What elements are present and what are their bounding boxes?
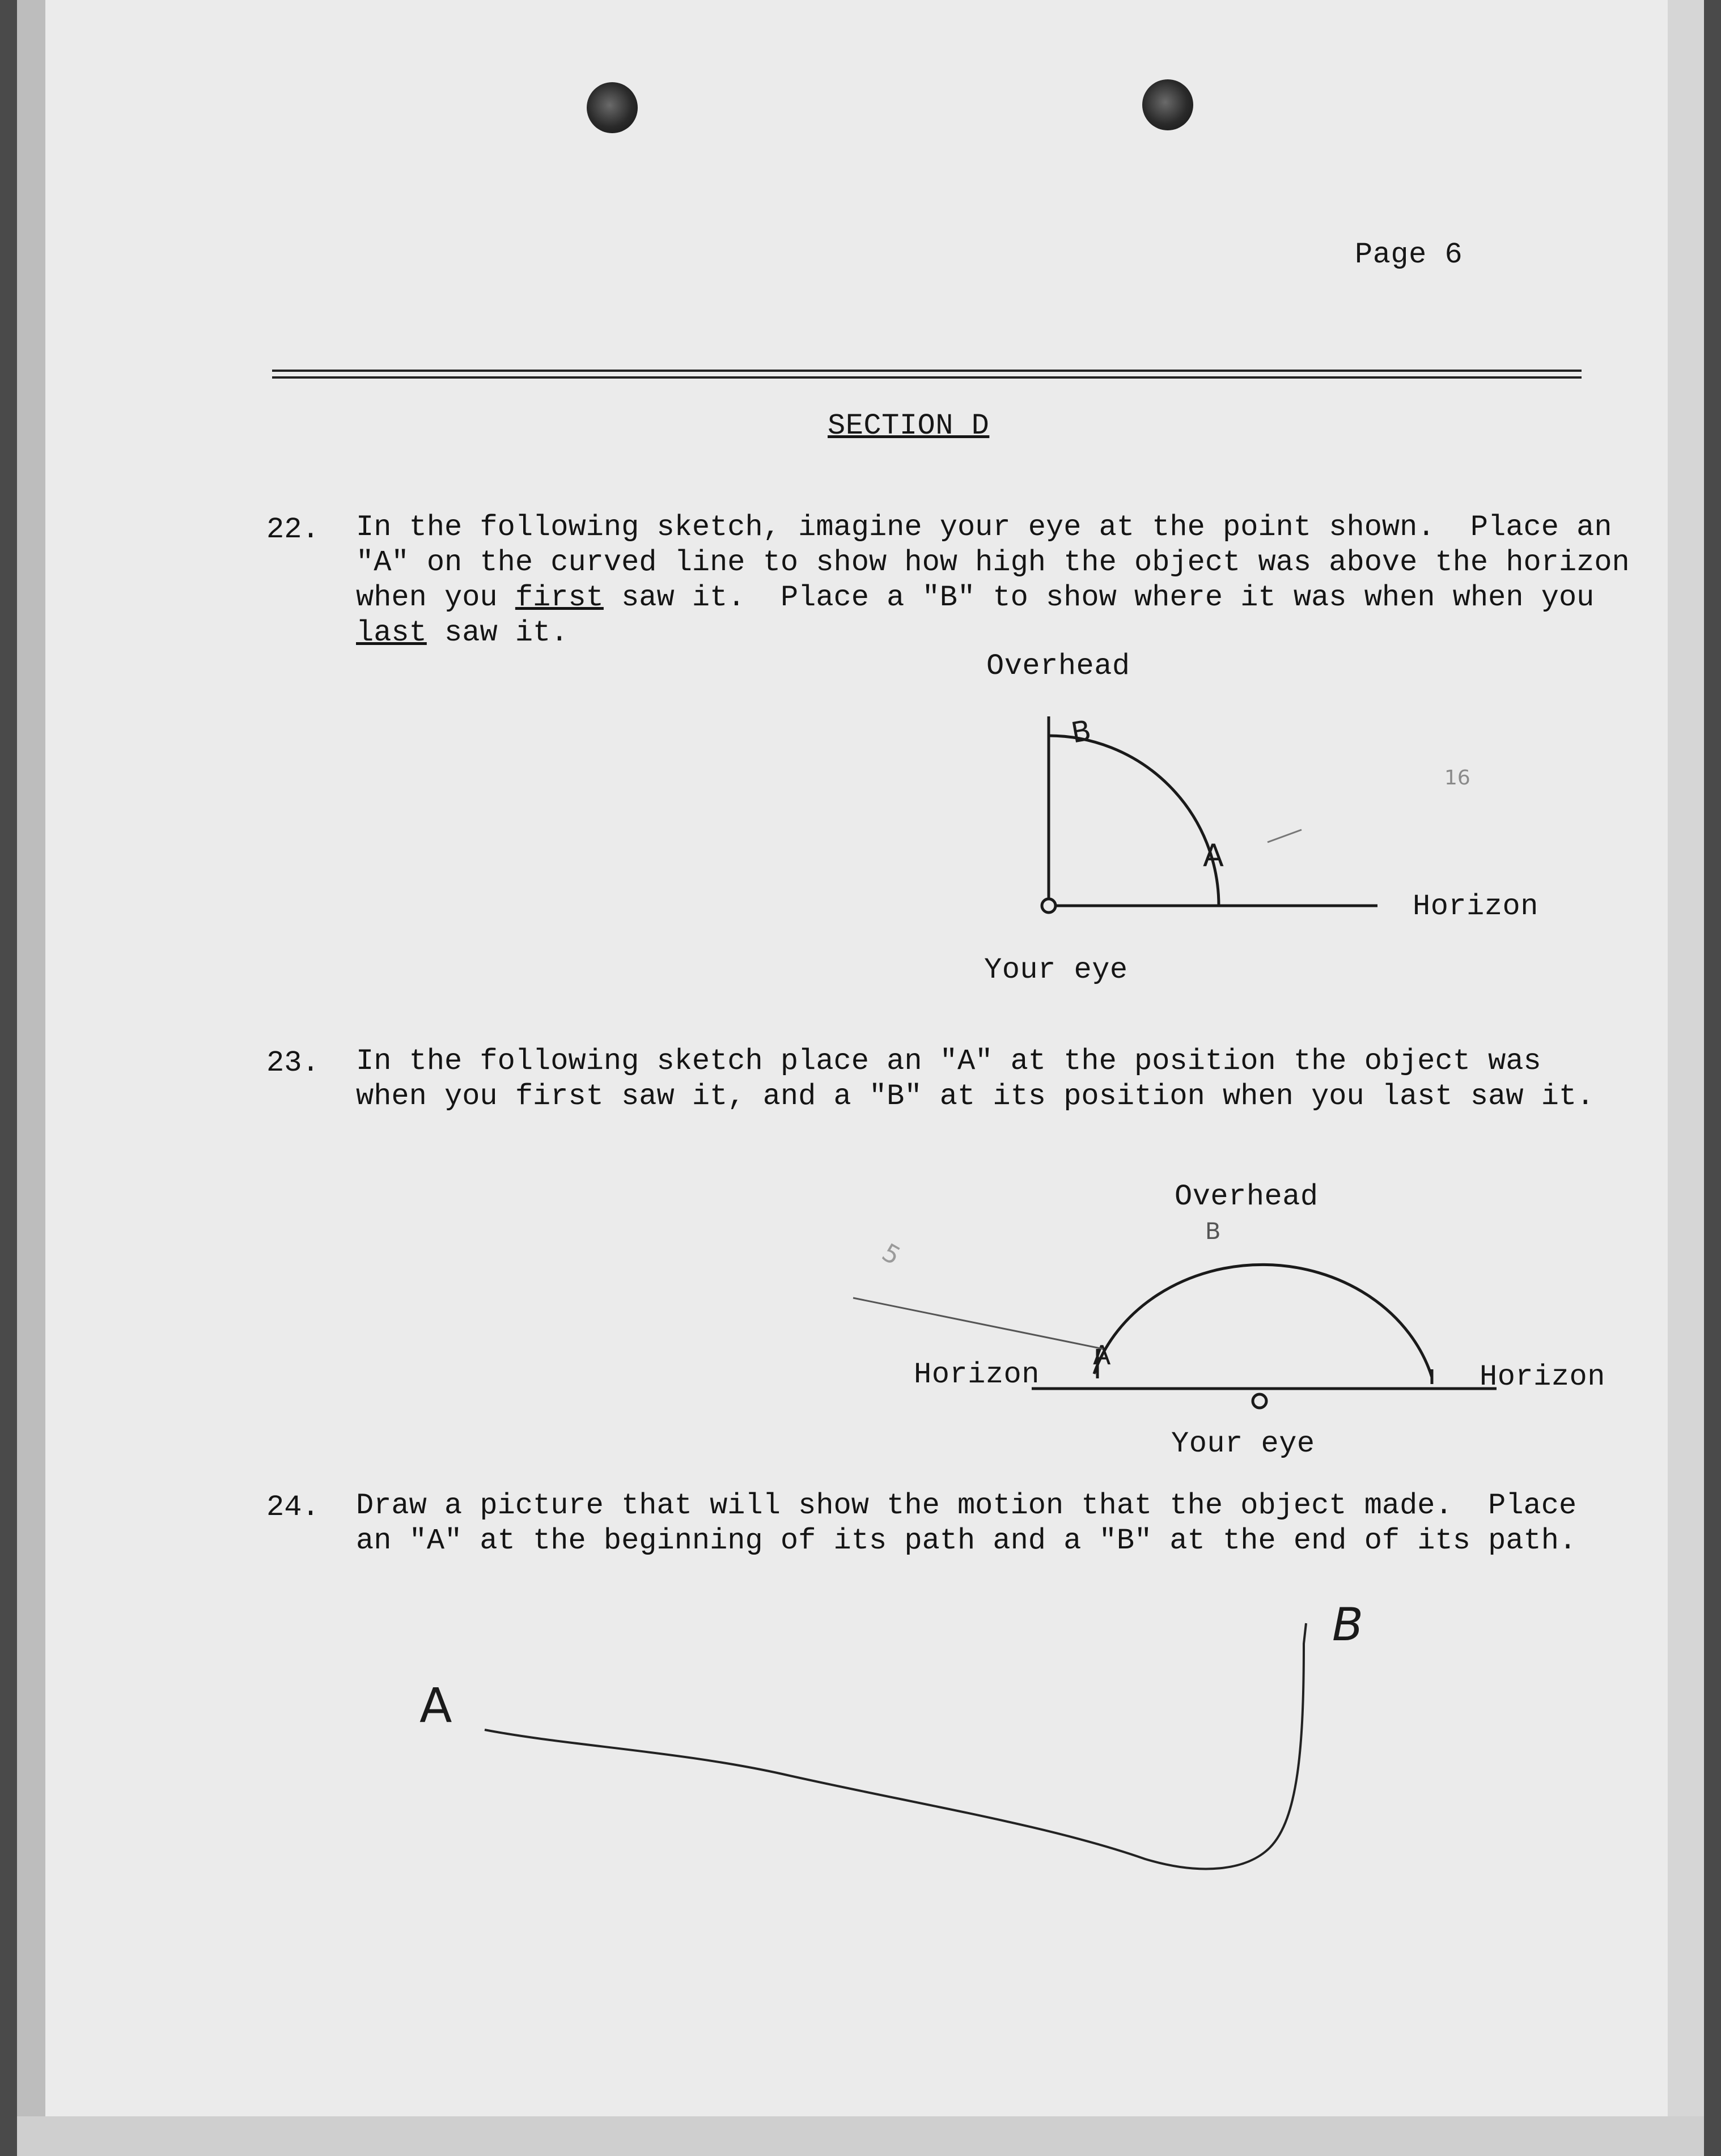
q24-drawing [485, 1623, 1306, 1869]
q23-overhead-label: Overhead [1175, 1180, 1319, 1213]
q23-margin-note: 5 [877, 1238, 905, 1271]
q22-eye-marker [1042, 899, 1056, 913]
q23-horizon-left-label: Horizon [914, 1358, 1040, 1391]
section-title: SECTION D [828, 409, 990, 443]
q22-quarter-arc [1049, 736, 1219, 906]
q23-horizon-right-label: Horizon [1480, 1360, 1605, 1394]
q23-pencil-pointer [853, 1298, 1103, 1349]
q23-semicircle-arc [1094, 1264, 1432, 1377]
q22-diagram [1042, 716, 1377, 913]
question-22-line-3-post: saw it. Place a "B" to show where it was when when you [603, 581, 1595, 614]
question-24-number: 24. [266, 1491, 320, 1524]
q24-motion-path [485, 1623, 1306, 1869]
q22-your-eye-label: Your eye [984, 953, 1128, 987]
question-23-number: 23. [266, 1046, 320, 1080]
q22-overhead-label: Overhead [986, 650, 1130, 683]
question-22-word-first: first [515, 581, 604, 614]
q22-stray-pencil-mark [1268, 830, 1302, 842]
q22-margin-note: 16 [1444, 766, 1470, 790]
page-number: Page 6 [1355, 238, 1463, 271]
q22-handwritten-b: B [1069, 714, 1094, 750]
q23-eye-marker [1253, 1394, 1266, 1408]
question-23-line-2: when you first saw it, and a "B" at its position when you last saw it. [356, 1080, 1595, 1113]
q23-handwritten-b: B [1205, 1219, 1221, 1245]
q23-your-eye-label: Your eye [1171, 1427, 1315, 1461]
question-22-line-4-post: saw it. [426, 616, 569, 650]
q23-handwritten-a: A [1093, 1340, 1111, 1370]
question-22-word-last: last [356, 616, 427, 650]
question-22-line-2: "A" on the curved line to show how high the object was above the horizon [356, 546, 1630, 579]
q24-handwritten-a: A [419, 1678, 452, 1733]
question-24-line-2: an "A" at the beginning of its path and a "B" at the end of its path. [356, 1524, 1577, 1557]
question-22-line-1: In the following sketch, imagine your eye at the point shown. Place an [356, 511, 1612, 544]
q22-handwritten-a: A [1203, 838, 1224, 873]
question-24-line-1: Draw a picture that will show the motion that the object made. Place [356, 1489, 1577, 1522]
q22-horizon-label: Horizon [1413, 890, 1538, 923]
question-22-line-3-pre: when you [356, 581, 515, 614]
q23-diagram [853, 1264, 1497, 1408]
question-22-number: 22. [266, 513, 320, 546]
question-23-line-1: In the following sketch place an "A" at the position the object was [356, 1045, 1541, 1078]
q24-handwritten-b: B [1332, 1598, 1363, 1651]
